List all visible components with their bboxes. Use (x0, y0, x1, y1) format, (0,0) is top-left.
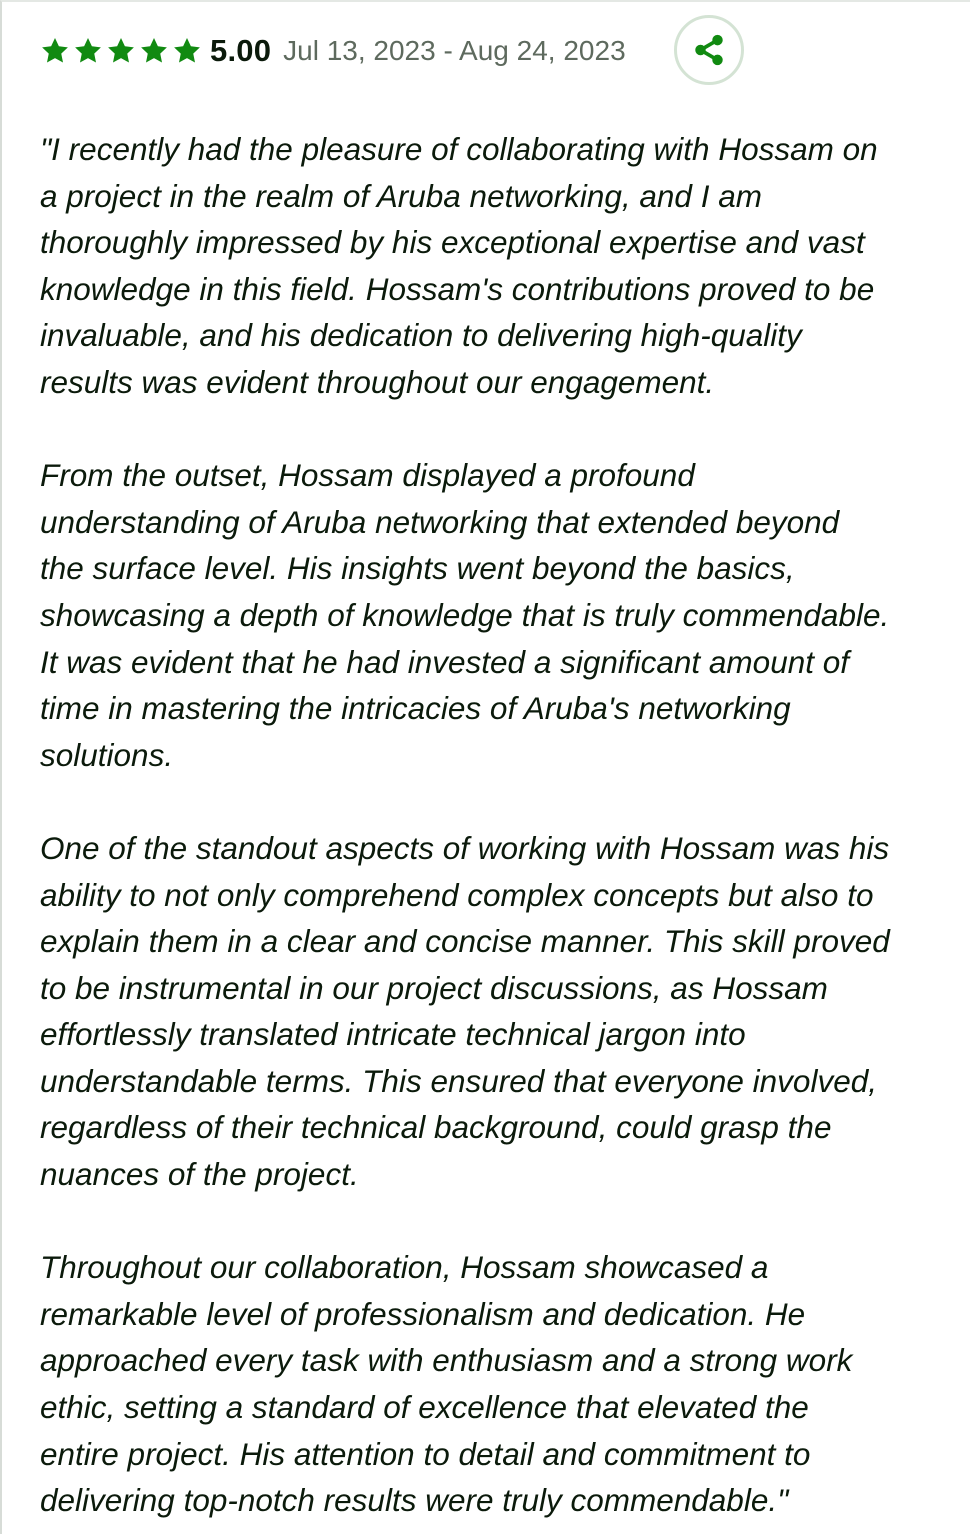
review-text (40, 126, 970, 1524)
rating-score: 5.00 (210, 33, 272, 68)
review-paragraph: Throughout our collaboration, Hossam showcased a remarkable level of professionalism and dedication. He approached every task with enthusiasm and a strong work ethic, setting a standard of excellence that elevated the entire project. His attention to detail and commitment to delivering top-notch results were truly commendable." (40, 1249, 853, 1519)
review-header (40, 28, 626, 74)
contract-date-range: Jul 13, 2023 - Aug 24, 2023 (283, 35, 626, 66)
star-icon (40, 36, 70, 66)
review-paragraph: One of the standout aspects of working with Hossam was his ability to not only comprehend complex concepts but also to explain them in a clear and concise manner. This skill proved to be instrumental in our project discussions, as Hossam effortlessly translated intricate technical jargon into understandable terms. This ensured that everyone involved, regardless of their technical background, could grasp the nuances of the project. (40, 829, 890, 1193)
review-paragraph: From the outset, Hossam displayed a profound understanding of Aruba networking that extended beyond the surface level. His insights went beyond the basics, showcasing a depth of knowledge that is truly commendable. It was evident that he had invested a significant amount of time in mastering the intricacies of Aruba's networking solutions. (40, 457, 890, 773)
review-paragraph: "I recently had the pleasure of collaborating with Hossam on a project in the realm of Aruba networking, and I am thoroughly impressed by his exceptional expertise and vast knowledge in this field. Hossam's contributions proved to be invaluable, and his dedication to delivering high-quality results was evident throughout our engagement. (40, 131, 878, 400)
share-icon (692, 33, 726, 67)
star-icon (73, 36, 103, 66)
star-rating (40, 36, 202, 66)
star-icon (139, 36, 169, 66)
share-button[interactable] (674, 15, 744, 85)
star-icon (172, 36, 202, 66)
star-icon (106, 36, 136, 66)
